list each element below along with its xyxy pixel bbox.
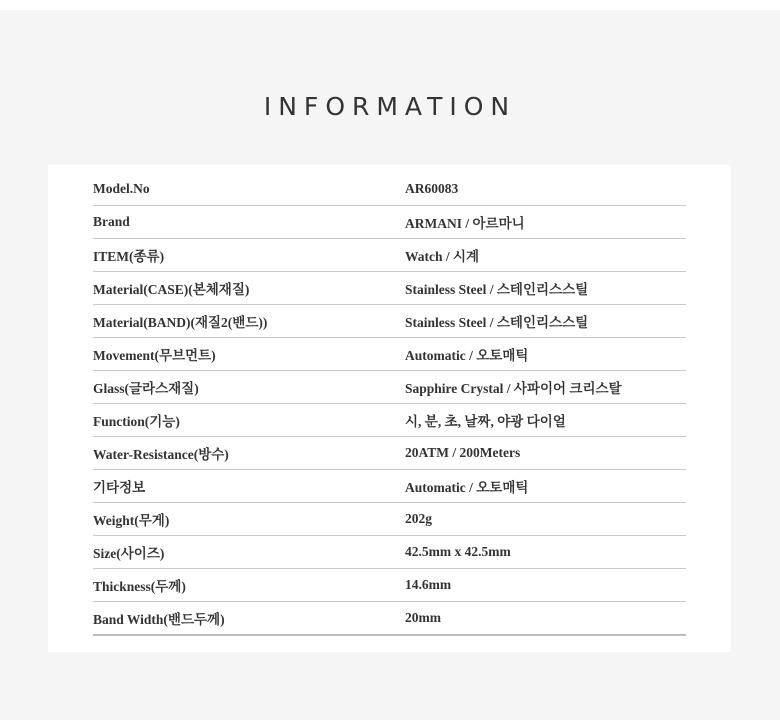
- section-title: INFORMATION: [263, 92, 517, 121]
- row-value-brand: ARMANI / 아르마니: [405, 216, 525, 231]
- row-value-thickness: 14.6mm: [405, 577, 452, 592]
- row-label-model-no: Model.No: [93, 181, 150, 196]
- row-label-water-resistance: Water-Resistance(방수): [93, 447, 229, 462]
- row-label-item: ITEM(종류): [93, 249, 165, 264]
- row-value-function: 시, 분, 초, 날짜, 야광 다이얼: [405, 414, 566, 429]
- row-value-item: Watch / 시계: [405, 249, 480, 264]
- info-table: [93, 173, 686, 636]
- row-value-glass: Sapphire Crystal / 사파이어 크리스탈: [405, 381, 622, 396]
- row-value-size: 42.5mm x 42.5mm: [405, 544, 511, 559]
- row-label-thickness: Thickness(두께): [93, 579, 186, 594]
- table-row: [93, 371, 686, 404]
- table-row: [93, 503, 686, 536]
- table-row: [93, 206, 686, 239]
- row-label-material-band: Material(BAND)(재질2(밴드)): [93, 315, 268, 330]
- table-row: [93, 602, 686, 636]
- table-row: [93, 536, 686, 569]
- row-label-brand: Brand: [93, 214, 130, 229]
- table-row: [93, 404, 686, 437]
- table-row: [93, 437, 686, 470]
- table-row: [93, 239, 686, 272]
- row-label-band-width: Band Width(밴드두께): [93, 612, 225, 627]
- row-label-material-case: Material(CASE)(본체재질): [93, 282, 250, 297]
- row-value-movement: Automatic / 오토매틱: [405, 348, 529, 363]
- page-background: [0, 10, 780, 720]
- row-value-water-resistance: 20ATM / 200Meters: [405, 445, 521, 460]
- row-value-material-band: Stainless Steel / 스테인리스스틸: [405, 315, 589, 330]
- table-row: [93, 338, 686, 371]
- row-label-size: Size(사이즈): [93, 546, 165, 561]
- row-label-weight: Weight(무게): [93, 513, 170, 528]
- row-label-movement: Movement(무브먼트): [93, 348, 216, 363]
- table-row: [93, 305, 686, 338]
- table-row: [93, 569, 686, 602]
- row-value-weight: 202g: [405, 511, 432, 526]
- row-value-other-info: Automatic / 오토매틱: [405, 480, 529, 495]
- row-label-function: Function(기능): [93, 414, 180, 429]
- row-label-other-info: 기타정보: [93, 480, 146, 495]
- row-value-model-no: AR60083: [405, 181, 459, 196]
- row-value-band-width: 20mm: [405, 610, 441, 625]
- table-row: [93, 173, 686, 206]
- info-card: [48, 165, 731, 652]
- table-row: [93, 272, 686, 305]
- row-label-glass: Glass(글라스재질): [93, 381, 199, 396]
- row-value-material-case: Stainless Steel / 스테인리스스틸: [405, 282, 589, 297]
- table-row: [93, 470, 686, 503]
